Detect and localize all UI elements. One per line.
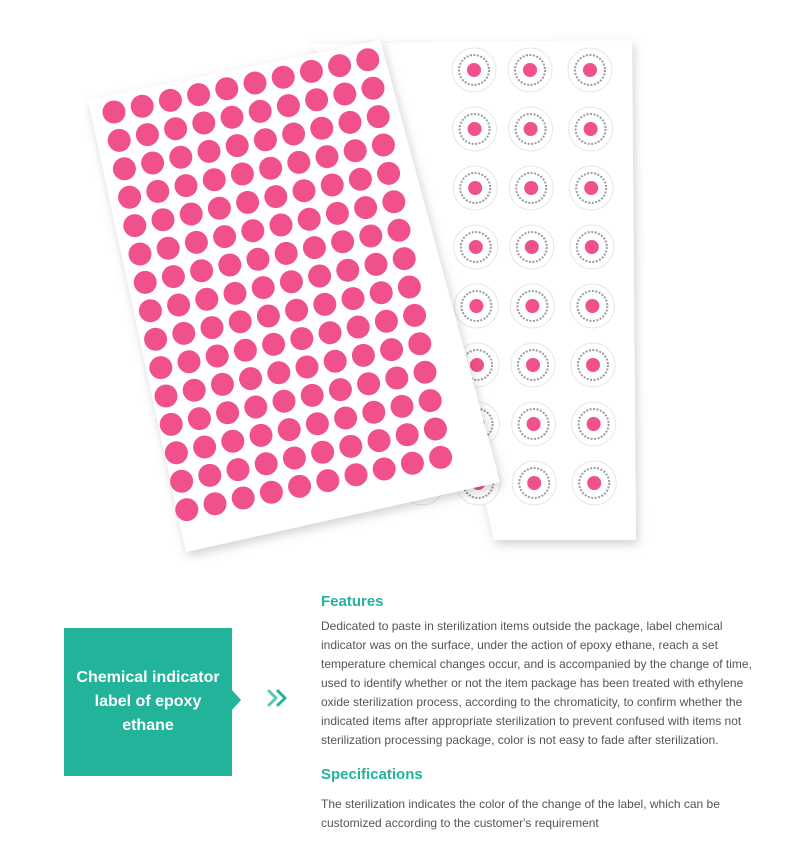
- features-text: Dedicated to paste in sterilization items outside the package, label chemical indicator was on the surface, under the action of epoxy ethane, reach a set temperature chemical changes occur, and is accompanied by the change of time, used to identify whether or not the item package has been treated with ethylene oxide sterilization process, according to the chromaticity, to confirm whether the indicated items after appropriate sterilization to prevent confused with items not sterilization processing package, color is not easy to fade after sterilization.: [321, 619, 752, 747]
- product-name-callout: [64, 628, 232, 776]
- specifications-text: The sterilization indicates the color of the change of the label, which can be customized according to the customer's requirement: [321, 797, 720, 830]
- product-name-label: Chemical indicator label of epoxy ethane: [76, 669, 220, 734]
- features-heading: Features: [321, 593, 384, 610]
- specifications-heading: Specifications: [321, 766, 423, 783]
- double-chevron-right-icon: [266, 688, 290, 708]
